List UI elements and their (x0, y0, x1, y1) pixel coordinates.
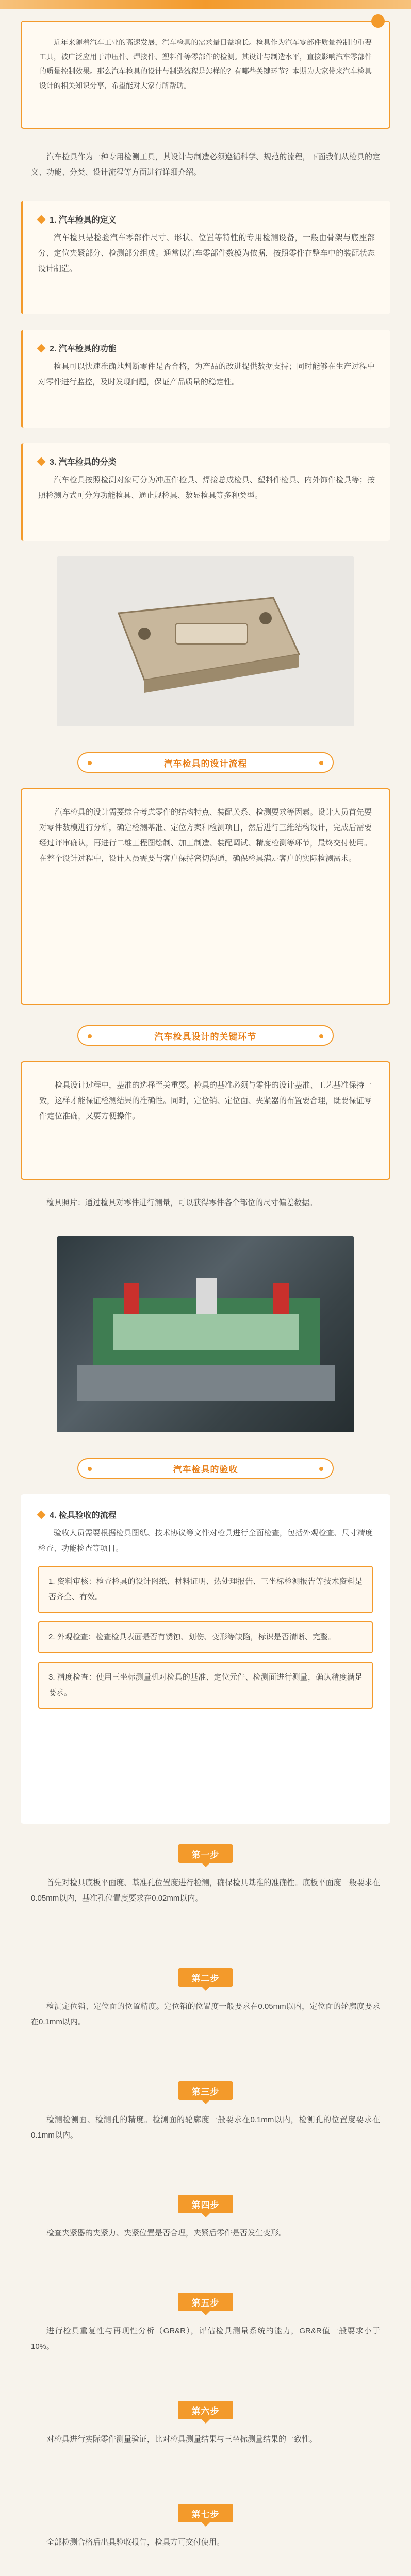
section-head-accept (77, 1458, 334, 1479)
intro-card (21, 21, 390, 129)
dot-icon (319, 1467, 323, 1471)
accept-box-3 (38, 1662, 373, 1709)
section-head-design-flow (77, 752, 334, 773)
design-flow-card (21, 788, 390, 1005)
checking-fixture-illustration (57, 1236, 354, 1432)
photo-caption: 检具照片：通过检具对零件进行测量，可以获得零件各个部位的尺寸偏差数据。 (46, 1198, 318, 1207)
definition-card (21, 201, 390, 314)
step-badge: 第三步 (178, 2081, 233, 2100)
stamped-part-illustration (57, 556, 354, 726)
diamond-icon (37, 457, 46, 466)
definition-title-row (38, 213, 375, 225)
section-head-key (77, 1025, 334, 1046)
step-text: 全部检测合格后出具验收报告，检具方可交付使用。 (46, 2538, 225, 2547)
accept-title-row (38, 1509, 373, 1520)
step-text: 检查夹紧器的夹紧力、夹紧位置是否合理，夹紧后零件是否发生变形。 (46, 2229, 287, 2238)
part-photo (57, 556, 354, 726)
accept-note: 3. 精度检查：使用三坐标测量机对检具的基准、定位元件、检测面进行测量，确认精度满足要求。 (48, 1673, 363, 1697)
category-title: 3. 汽车检具的分类 (50, 458, 117, 467)
step-badge: 第四步 (178, 2195, 233, 2213)
accept-title: 4. 检具验收的流程 (50, 1511, 117, 1520)
function-title-row (38, 342, 375, 354)
key-text: 检具设计过程中，基准的选择至关重要。检具的基准必须与零件的设计基准、工艺基准保持一致，这样才能保证检测结果的准确性。同时，定位销、定位面、夹紧器的布置要合理，既要保证零件定位准确，又要方便操作。 (39, 1081, 372, 1121)
section-head-label: 汽车检具的设计流程 (163, 758, 248, 769)
accept-note: 2. 外观检查：检查检具表面是否有锈蚀、划伤、变形等缺陷，标识是否清晰、完整。 (48, 1633, 336, 1641)
category-title-row (38, 455, 375, 467)
function-text: 检具可以快速准确地判断零件是否合格，为产品的改进提供数据支持；同时能够在生产过程中对零件进行监控，及时发现问题，保证产品质量的稳定性。 (38, 362, 375, 386)
key-card (21, 1061, 390, 1180)
diamond-icon (37, 344, 46, 352)
dot-icon (319, 1034, 323, 1038)
accept-box-2 (38, 1621, 373, 1653)
accept-card (21, 1494, 390, 1824)
intro-corner-icon (371, 14, 385, 28)
section-head-label: 汽车检具的验收 (173, 1464, 238, 1475)
step-text: 进行检具重复性与再现性分析（GR&R），评估检具测量系统的能力，GR&R值一般要求小于10%。 (31, 2327, 380, 2351)
lead-paragraph: 汽车检具作为一种专用检测工具，其设计与制造必须遵循科学、规范的流程，下面我们从检具的定义、功能、分类、设计流程等方面进行详细介绍。 (31, 152, 380, 177)
section-head-label: 汽车检具设计的关键环节 (154, 1031, 257, 1042)
step-text: 首先对检具底板平面度、基准孔位置度进行检测，确保检具基准的准确性。底板平面度一般要求在0.05mm以内，基准孔位置度要求在0.02mm以内。 (31, 1878, 380, 1903)
dot-icon (319, 761, 323, 765)
definition-title: 1. 汽车检具的定义 (50, 216, 117, 225)
step-text: 检测检测面、检测孔的精度。检测面的轮廓度一般要求在0.1mm以内，检测孔的位置度要求在0.1mm以内。 (31, 2115, 380, 2140)
step-badge: 第六步 (178, 2401, 233, 2419)
step-text: 对检具进行实际零件测量验证，比对检具测量结果与三坐标测量结果的一致性。 (46, 2435, 318, 2444)
category-card (21, 443, 390, 541)
intro-text: 近年来随着汽车工业的高速发展，汽车检具的需求量日益增长。检具作为汽车零部件质量控制的重要工具，被广泛应用于冲压件、焊接件、塑料件等零部件的检测。其设计与制造水平，直接影响汽车零部件的质量控制效果。那么汽车检具的设计与制造流程是怎样的？有哪些关键环节？本期为大家带来汽车检具设计的相关知识分享，希望能对大家有所帮助。 (39, 38, 372, 90)
step-badge: 第五步 (178, 2293, 233, 2311)
accept-note: 1. 资料审核：检查检具的设计图纸、材料证明、热处理报告、三坐标检测报告等技术资料是否齐全、有效。 (48, 1577, 363, 1601)
step-badge: 第二步 (178, 1968, 233, 1987)
function-title: 2. 汽车检具的功能 (50, 345, 117, 353)
accept-box-1 (38, 1566, 373, 1613)
step-text: 检测定位销、定位面的位置精度。定位销的位置度一般要求在0.05mm以内，定位面的轮廓度要求在0.1mm以内。 (31, 2002, 380, 2026)
gauge-photo (57, 1236, 354, 1432)
step-badge: 第七步 (178, 2504, 233, 2522)
top-band (0, 0, 411, 9)
category-text: 汽车检具按照检测对象可分为冲压件检具、焊接总成检具、塑料件检具、内外饰件检具等；按照检测方式可分为功能检具、通止规检具、数显检具等多种类型。 (38, 476, 375, 500)
accept-note: 验收人员需要根据检具图纸、技术协议等文件对检具进行全面检查，包括外观检查、尺寸精度检查、功能检查等项目。 (38, 1529, 373, 1553)
diamond-icon (37, 215, 46, 224)
step-badge: 第一步 (178, 1844, 233, 1863)
diamond-icon (37, 1510, 46, 1519)
function-card (21, 330, 390, 428)
design-flow-text: 汽车检具的设计需要综合考虑零件的结构特点、装配关系、检测要求等因素。设计人员首先要对零件数模进行分析，确定检测基准、定位方案和检测项目，然后进行三维结构设计，完成后需要经过评审确认，再进行二维工程图绘制、加工制造、装配调试、精度检测等环节，最终交付使用。在整个设计过程中，设计人员需要与客户保持密切沟通，确保检具满足客户的实际检测需求。 (39, 808, 372, 863)
definition-text: 汽车检具是检验汽车零部件尺寸、形状、位置等特性的专用检测设备，一般由骨架与底座部分、定位夹紧部分、检测部分组成。通常以汽车零部件数模为依据，按照零件在整车中的装配状态设计制造。 (38, 233, 375, 273)
